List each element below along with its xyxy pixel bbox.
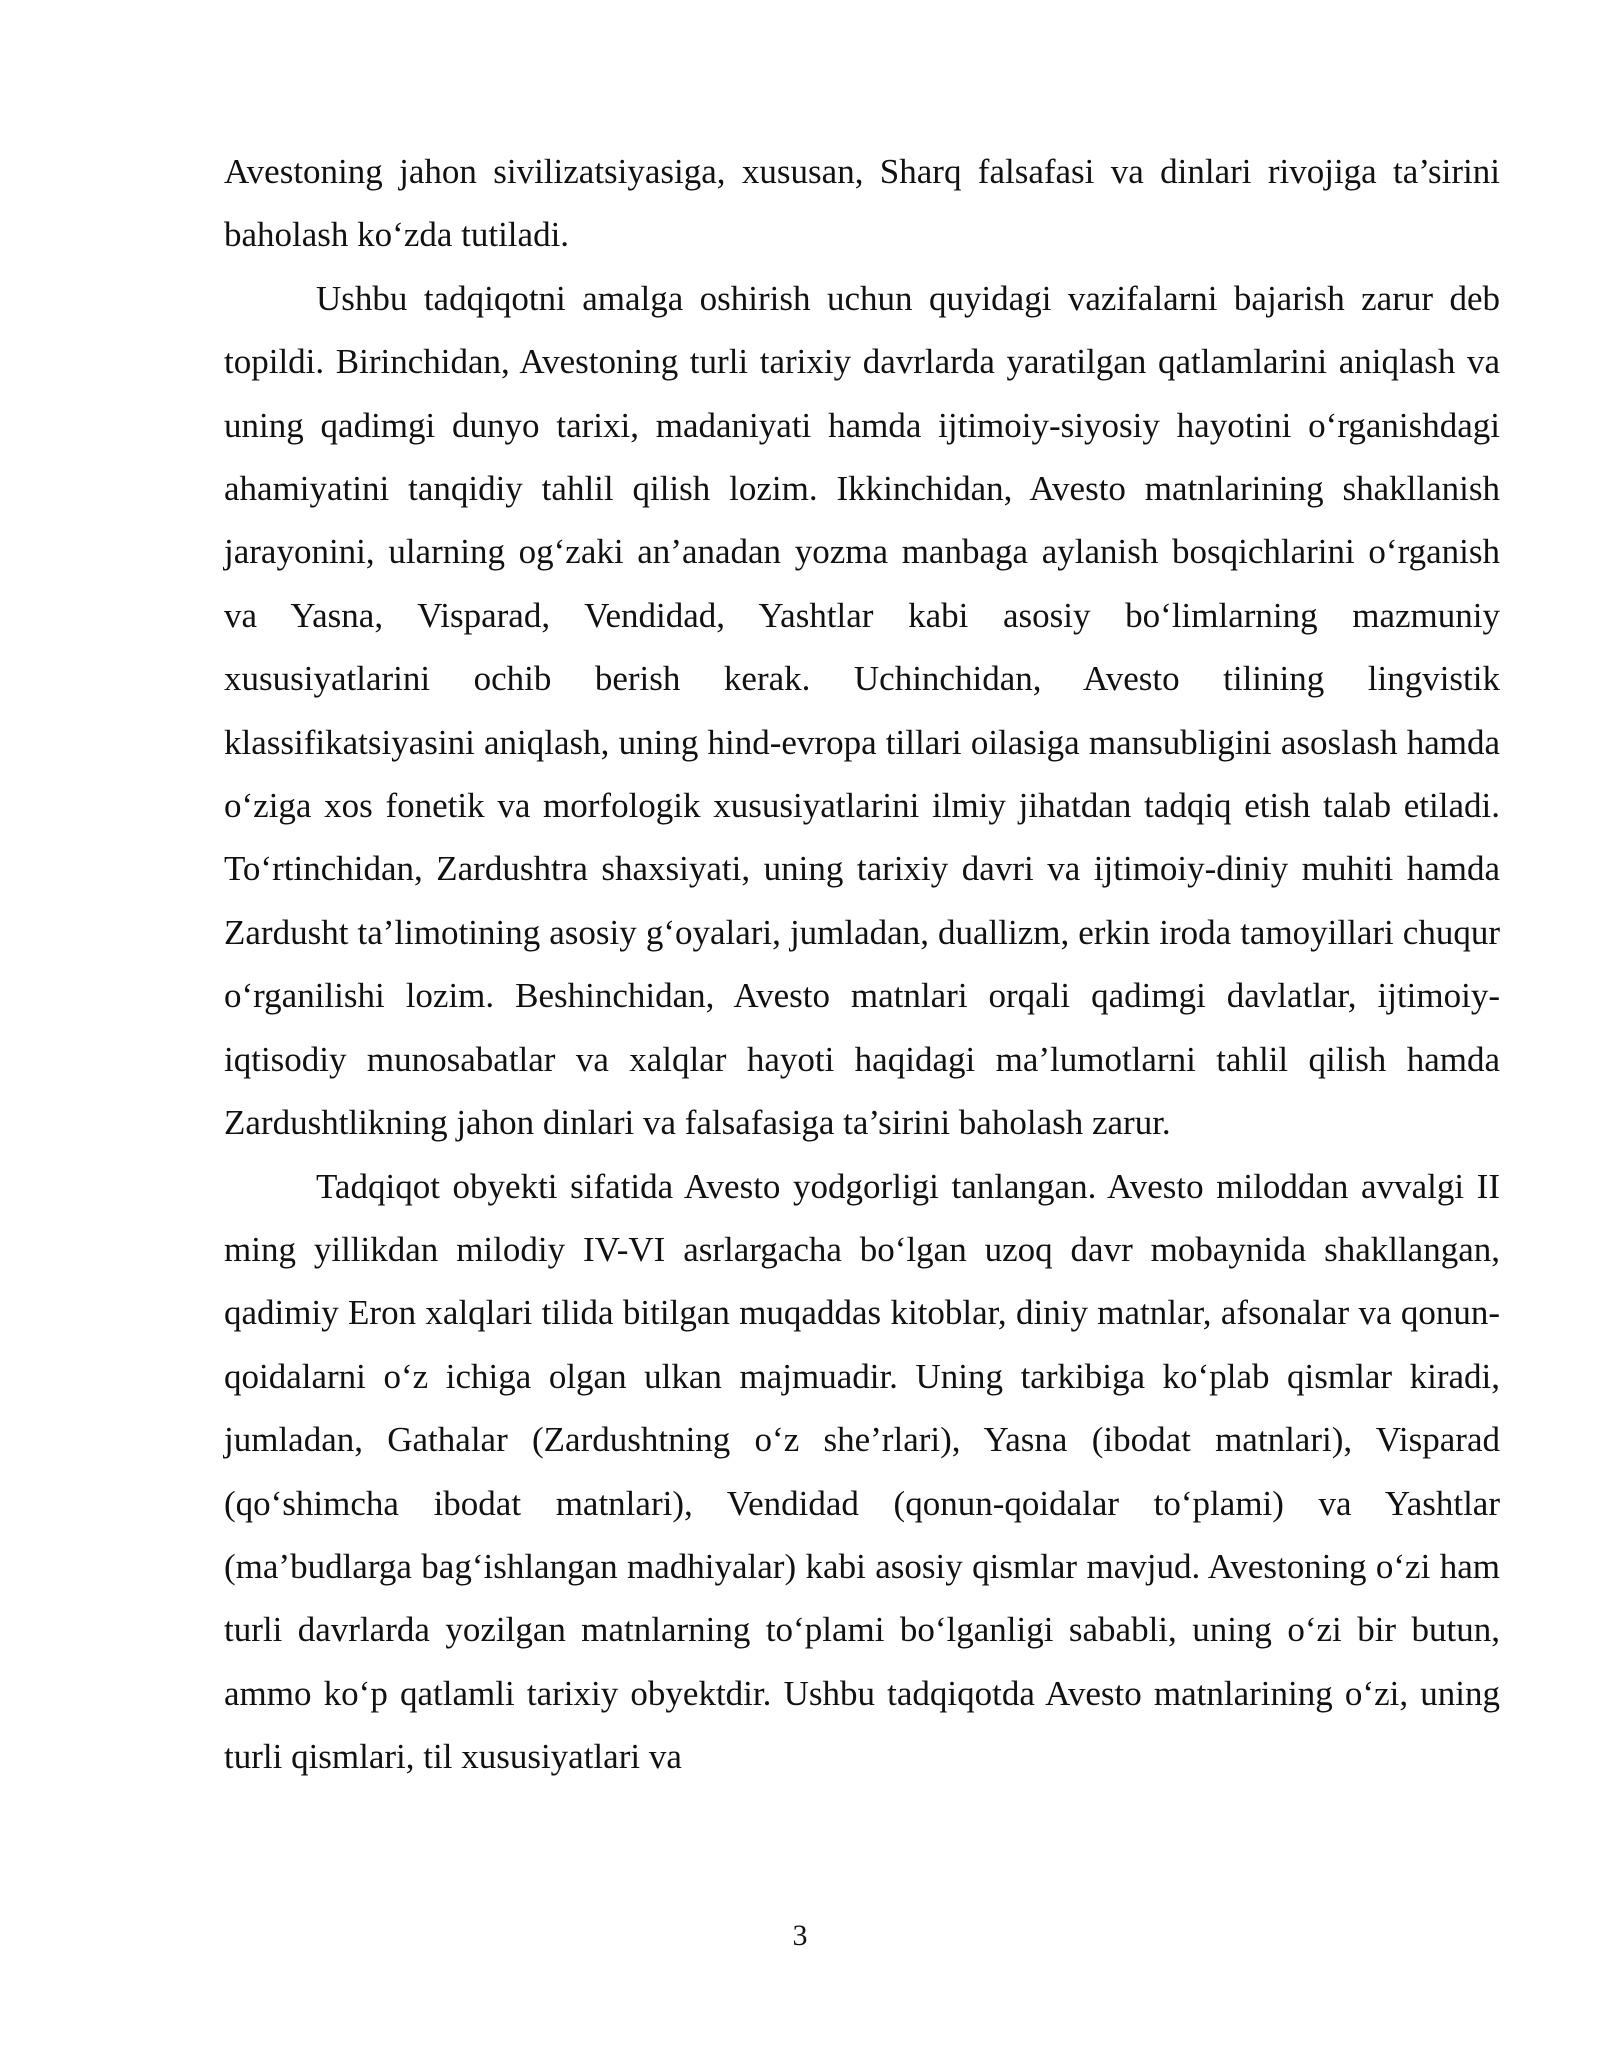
- paragraph-continuation: Avestoning jahon sivilizatsiyasiga, xususan, Sharq falsafasi va dinlari rivojiga ta’sirini baholash ko‘zda tutiladi.: [224, 152, 1500, 255]
- paragraph-research-object: Tadqiqot obyekti sifatida Avesto yodgorligi tanlangan. Avesto miloddan avvalgi II ming yillikdan milodiy IV-VI asrlargacha bo‘lgan uzoq davr mobaynida shakllangan, qadimiy Eron xalqlari tilida bitilgan muqaddas kitoblar, diniy matnlar, afsonalar va qonun-qoidalarni o‘z ichiga olgan ulkan majmuadir. Uning tarkibiga ko‘plab qismlar kiradi, jumladan, Gathalar (Zardushtning o‘z she’rlari), Yasna (ibodat matnlari), Visparad (qo‘shimcha ibodat matnlari), Vendidad (qonun-qoidalar to‘plami) va Yashtlar (ma’budlarga bag‘ishlangan madhiyalar) kabi asosiy qismlar mavjud. Avestoning o‘zi ham turli davrlarda yozilgan matnlarning to‘plami bo‘lganligi sababli, uning o‘zi bir butun, ammo ko‘p qatlamli tarixiy obyektdir. Ushbu tadqiqotda Avesto matnlarining o‘zi, uning turli qismlari, til xususiyatlari va: [224, 1166, 1500, 1777]
- paragraph-tasks: Ushbu tadqiqotni amalga oshirish uchun quyidagi vazifalarni bajarish zarur deb topildi. Birinchidan, Avestoning turli tarixiy davrlarda yaratilgan qatlamlarini aniqlash va uning qadimgi dunyo tarixi, madaniyati hamda ijtimoiy-siyosiy hayotini o‘rganishdagi ahamiyatini tanqidiy tahlil qilish lozim. Ikkinchidan, Avesto matnlarining shakllanish jarayonini, ularning og‘zaki an’anadan yozma manbaga aylanish bosqichlarini o‘rganish va Yasna, Visparad, Vendidad, Yashtlar kabi asosiy bo‘limlarning mazmuniy xususiyatlarini ochib berish kerak. Uchinchidan, Avesto tilining lingvistik klassifikatsiyasini aniqlash, uning hind-evropa tillari oilasiga mansubligini asoslash hamda o‘ziga xos fonetik va morfologik xususiyatlarini ilmiy jihatdan tadqiq etish talab etiladi. To‘rtinchidan, Zardushtra shaxsiyati, uning tarixiy davri va ijtimoiy-diniy muhiti hamda Zardusht ta’limotining asosiy g‘oyalari, jumladan, duallizm, erkin iroda tamoyillari chuqur o‘rganilishi lozim. Beshinchidan, Avesto matnlari orqali qadimgi davlatlar, ijtimoiy-iqtisodiy munosabatlar va xalqlar hayoti haqidagi ma’lumotlarni tahlil qilish hamda Zardushtlikning jahon dinlari va falsafasiga ta’sirini baholash zarur.: [224, 278, 1500, 1143]
- page-number: 3: [792, 1919, 808, 1952]
- body-text: [224, 140, 1500, 1789]
